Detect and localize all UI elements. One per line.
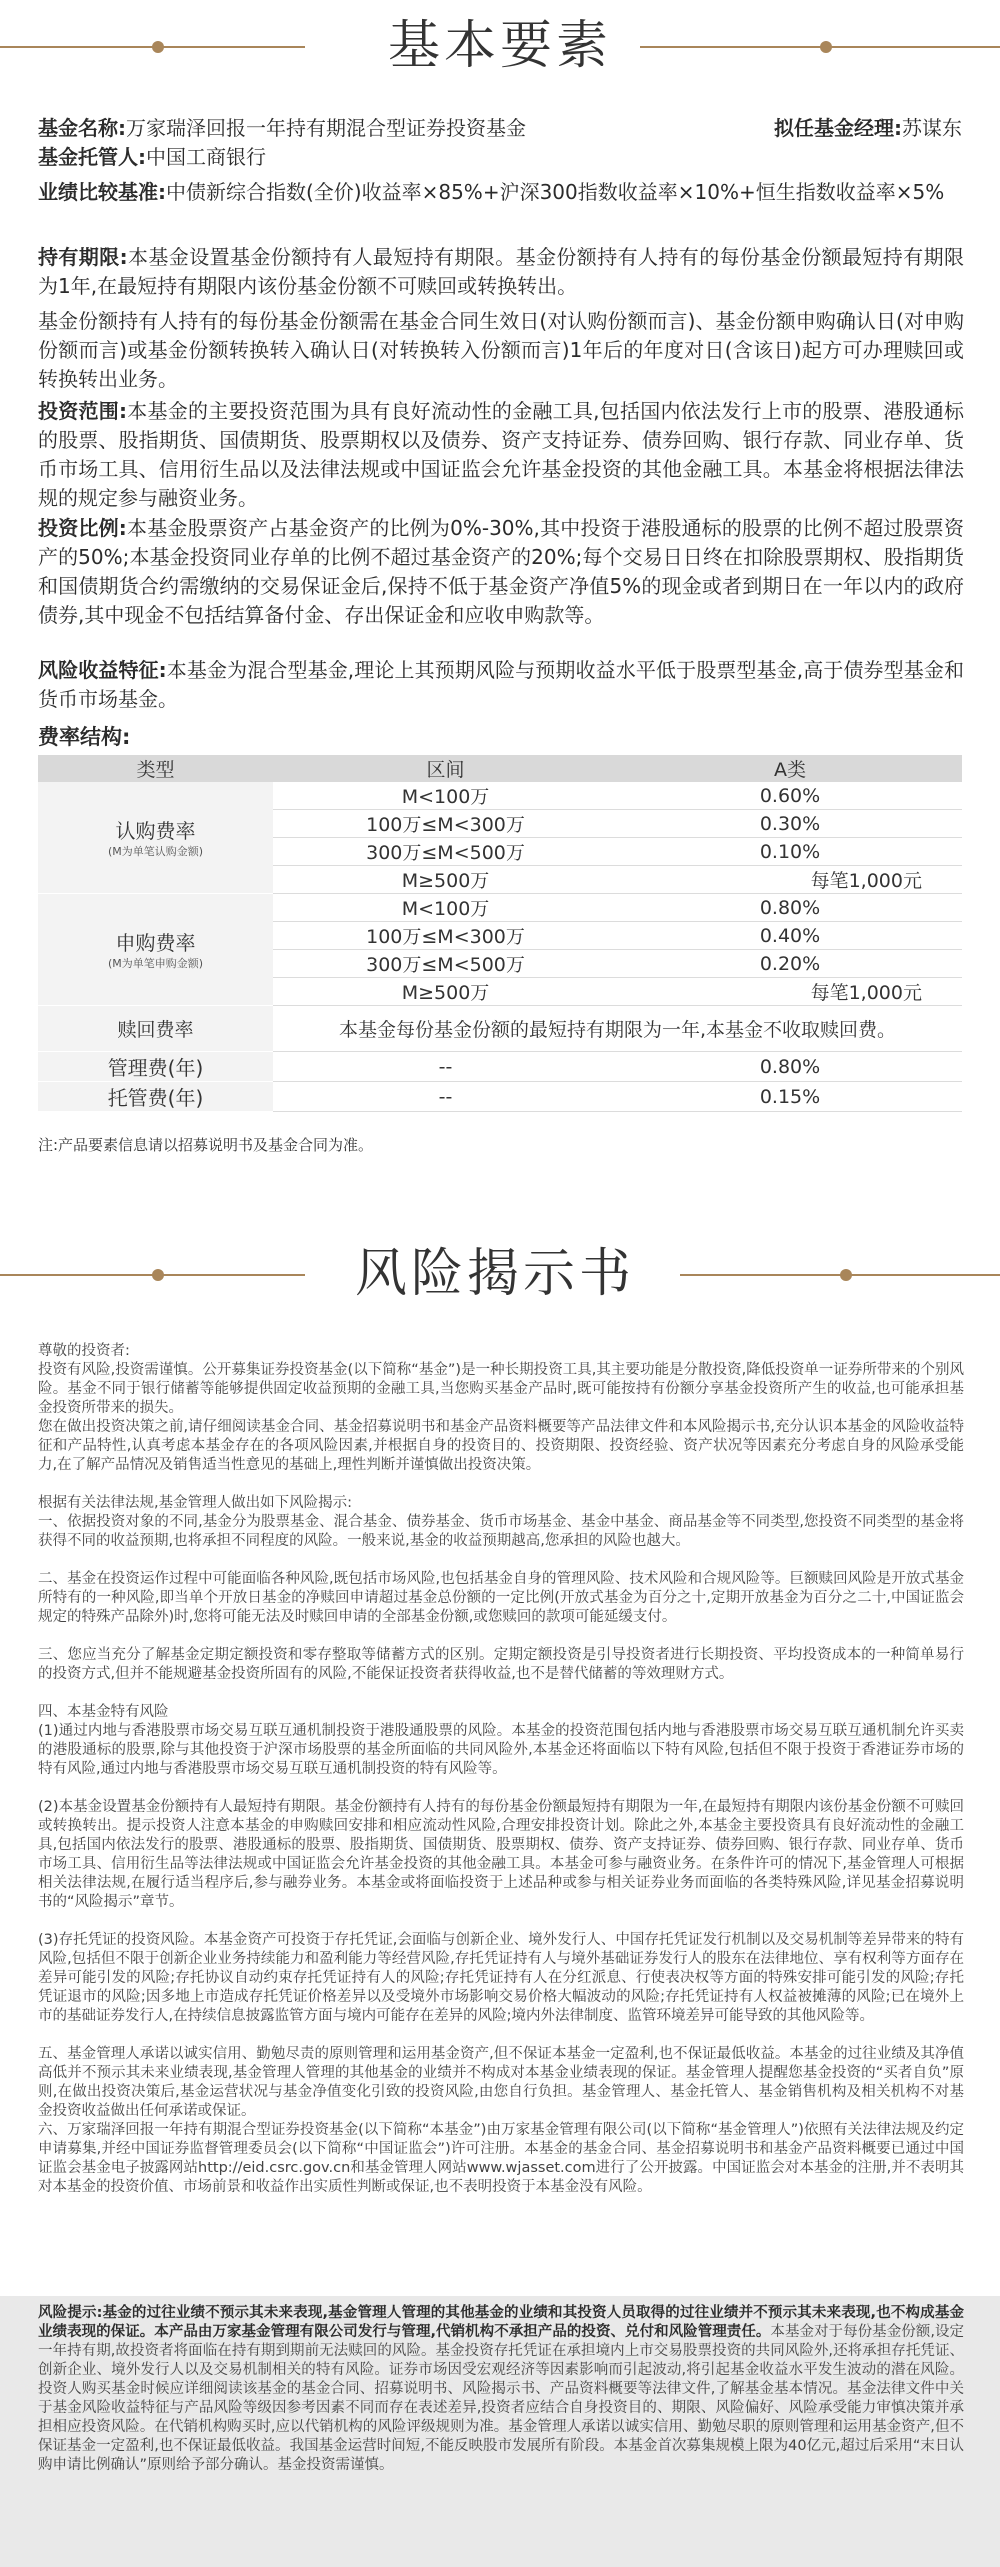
section-title-basic — [0, 6, 1000, 86]
purchase-rate: 每笔1,000元 — [618, 978, 962, 1006]
risk-p12: 五、基金管理人承诺以诚实信用、勤勉尽责的原则管理和运用基金资产,但不保证本基金一定盈利,也不保证最低收益。本基金的过往业绩及其净值高低并不预示其未来业绩表现,基金管理人管理的其他基金的业绩并不构成对本基金业绩表现的保证。基金管理人提醒您基金投资的“买者自负”原则,在做出投资决策后,基金运营状况与基金净值变化引致的投资风险,由您自行负担。基金管理人、基金托管人、基金销售机构及相关机构不对基金投资收益做出任何承诺或保证。 — [38, 2046, 964, 2119]
subscribe-sub: (M为单笔认购金额) — [107, 845, 204, 858]
subscribe-rate: 每笔1,000元 — [618, 866, 962, 894]
fee-note: 注:产品要素信息请以招募说明书及基金合同为准。 — [38, 1136, 374, 1154]
fund-name-value: 万家瑞泽回报一年持有期混合型证券投资基金 — [126, 116, 526, 140]
purchase-range: M<100万 — [273, 894, 618, 922]
mgmt-rate: 0.80% — [618, 1052, 962, 1082]
risk-p9: (1)通过内地与香港股票市场交易互联互通机制投资于港股通股票的风险。本基金的投资范围包括内地与香港股票市场交易互联互通机制允许买卖的港股通标的股票,除与其他投资于沪深市场股票的基金所面临的共同风险外,本基金还将面临以下特有风险,包括但不限于投资于香港证券市场的特有风险,通过内地与香港股票市场交易互联互通机制投资的特有风险等。 — [38, 1723, 964, 1777]
custody-range: -- — [273, 1082, 618, 1112]
subscribe-rate: 0.30% — [618, 810, 962, 838]
mgmt-row — [38, 1052, 962, 1082]
subscribe-row — [38, 782, 962, 810]
custodian-value: 中国工商银行 — [146, 145, 266, 169]
risk-p8: 四、本基金特有风险 — [38, 1704, 169, 1720]
scope-label: 投资范围: — [38, 399, 128, 423]
risk-feature-value: 本基金为混合型基金,理论上其预期风险与预期收益水平低于股票型基金,高于债券型基金和货币市场基金。 — [38, 658, 965, 711]
risk-p10: (2)本基金设置基金份额持有人最短持有期限。基金份额持有人持有的每份基金份额最短持有期限为一年,在最短持有期限内该份基金份额不可赎回或转换转出。提示投资人注意本基金的申购赎回安排和相应流动性风险,合理安排投资计划。除此之外,本基金主要投资具有良好流动性的金融工具,包括国内依法发行的股票、港股通标的股票、股指期货、国债期货、股票期权、债券、资产支持证券、债券回购、银行存款、同业存单、货币市场工具、信用衍生品等法律法规或中国证监会允许基金投资的其他金融工具。本基金可参与融资业务。在条件许可的情况下,基金管理人可根据相关法律法规,在履行适当程序后,参与融券业务。本基金或将面临投资于上述品种或参与相关证券业务而面临的各类特殊风险,详见基金招募说明书的“风险揭示”章节。 — [38, 1799, 964, 1910]
bottom-risk-bold: 风险提示:基金的过往业绩不预示其未来表现,基金管理人管理的其他基金的业绩和其投资人员取得的过往业绩并不预示其未来表现,也不构成基金业绩表现的保证。本产品由万家基金管理有限公司发行与管理,代销机构不承担产品的投资、兑付和风险管理责任。 — [38, 2305, 964, 2340]
mgmt-range: -- — [273, 1052, 618, 1082]
purchase-sub: (M为单笔申购金额) — [107, 957, 204, 970]
benchmark-paragraph — [38, 178, 964, 207]
risk-p3: 您在做出投资决策之前,请仔细阅读基金合同、基金招募说明书和基金产品资料概要等产品法律文件和本风险揭示书,充分认识本基金的风险收益特征和产品特性,认真考虑本基金存在的各项风险因素,并根据自身的投资目的、投资期限、投资经验、资产状况等因素充分考虑自身的风险承受能力,在了解产品情况及销售适当性意见的基础上,理性判断并谨慎做出投资决策。 — [38, 1419, 964, 1473]
purchase-rate: 0.40% — [618, 922, 962, 950]
fee-title: 费率结构: — [38, 725, 131, 749]
redeem-row — [38, 1006, 962, 1052]
risk-p7: 三、您应当充分了解基金定期定额投资和零存整取等储蓄方式的区别。定期定额投资是引导投资者进行长期投资、平均投资成本的一种简单易行的投资方式,但并不能规避基金投资所固有的风险,不能保证投资者获得收益,也不是替代储蓄的等效理财方式。 — [38, 1647, 964, 1682]
purchase-range: M≥500万 — [273, 978, 618, 1006]
risk-p1: 尊敬的投资者: — [38, 1343, 130, 1359]
purchase-label: 申购费率 — [115, 931, 196, 955]
purchase-row — [38, 894, 962, 922]
fee-header-class-a: A类 — [618, 755, 962, 782]
risk-feature-label: 风险收益特征: — [38, 658, 167, 682]
risk-p2: 投资有风险,投资需谨慎。公开募集证券投资基金(以下简称“基金”)是一种长期投资工具,其主要功能是分散投资,降低投资单一证券所带来的个别风险。基金不同于银行储蓄等能够提供固定收益预期的金融工具,当您购买基金产品时,既可能按持有份额分享基金投资所产生的收益,也可能承担基金投资所带来的损失。 — [38, 1362, 964, 1416]
custodian-label: 基金托管人: — [38, 145, 146, 169]
risk-p4: 根据有关法律法规,基金管理人做出如下风险揭示: — [38, 1495, 352, 1511]
purchase-rate: 0.20% — [618, 950, 962, 978]
custody-rate: 0.15% — [618, 1082, 962, 1112]
subscribe-range: M<100万 — [273, 782, 618, 810]
risk-p5: 一、依据投资对象的不同,基金分为股票基金、混合基金、债券基金、货币市场基金、基金中基金、商品基金等不同类型,您投资不同类型的基金将获得不同的收益预期,也将承担不同程度的风险。一般来说,基金的收益预期越高,您承担的风险也越大。 — [38, 1514, 964, 1549]
risk-p13: 六、万家瑞泽回报一年持有期混合型证券投资基金(以下简称“本基金”)由万家基金管理有限公司(以下简称“基金管理人”)依照有关法律法规及约定申请募集,并经中国证券监督管理委员会(以下简称“中国证监会”)许可注册。本基金的基金合同、基金招募说明书和基金产品资料概要已通过中国证监会基金电子披露网站http://eid.csrc.gov.cn和基金管理人网站www.wjasset.com进行了公开披露。中国证监会对本基金的注册,并不表明其对本基金的投资价值、市场前景和收益作出实质性判断或保证,也不表明投资于本基金没有风险。 — [38, 2122, 964, 2195]
holding-paragraph-2: 基金份额持有人持有的每份基金份额需在基金合同生效日(对认购份额而言)、基金份额申购确认日(对申购份额而言)或基金份额转换转入确认日(对转换转入份额而言)1年后的年度对日(含该日)起方可办理赎回或转换转出业务。 — [38, 309, 964, 391]
redeem-label: 赎回费率 — [38, 1006, 273, 1052]
mgmt-label: 管理费(年) — [38, 1052, 273, 1082]
custodian-row — [38, 143, 962, 172]
benchmark-value: 中债新综合指数(全价)收益率×85%+沪深300指数收益率×10%+恒生指数收益率×5% — [166, 180, 945, 204]
holding-value: 本基金设置基金份额持有人最短持有期限。基金份额持有人持有的每份基金份额最短持有期限为1年,在最短持有期限内该份基金份额不可赎回或转换转出。 — [38, 245, 965, 298]
section-title-text: 风险揭示书 — [355, 1244, 636, 1304]
ratio-label: 投资比例: — [38, 516, 127, 540]
scope-value: 本基金的主要投资范围为具有良好流动性的金融工具,包括国内依法发行上市的股票、港股通标的股票、股指期货、国债期货、股票期权以及债券、资产支持证券、债券回购、银行存款、同业存单、货币市场工具、信用衍生品以及法律法规或中国证监会允许基金投资的其他金融工具。本基金将根据法律法规的规定参与融资业务。 — [38, 399, 965, 510]
subscribe-type-cell — [38, 782, 273, 894]
title-dot-left — [152, 1269, 164, 1281]
title-dot-left — [152, 41, 164, 53]
section-title-risk — [0, 1234, 1000, 1314]
ratio-paragraph — [38, 514, 964, 630]
purchase-range: 100万≤M<300万 — [273, 922, 618, 950]
scope-paragraph — [38, 397, 964, 513]
risk-feature-paragraph — [38, 656, 964, 714]
benchmark-label: 业绩比较基准: — [38, 180, 166, 204]
fee-table — [38, 755, 962, 1112]
fee-header-range: 区间 — [273, 755, 618, 782]
fund-name-label: 基金名称: — [38, 116, 126, 140]
redeem-text: 本基金每份基金份额的最短持有期限为一年,本基金不收取赎回费。 — [273, 1006, 962, 1052]
fee-header-type: 类型 — [38, 755, 273, 782]
holding-paragraph — [38, 243, 964, 301]
manager-label: 拟任基金经理: — [774, 116, 902, 140]
custody-row — [38, 1082, 962, 1112]
risk-p6: 二、基金在投资运作过程中可能面临各种风险,既包括市场风险,也包括基金自身的管理风险、技术风险和合规风险等。巨额赎回风险是开放式基金所特有的一种风险,即当单个开放日基金的净赎回申请超过基金总份额的一定比例(开放式基金为百分之十,定期开放基金为百分之二十,中国证监会规定的特殊产品除外)时,您将可能无法及时赎回申请的全部基金份额,或您赎回的款项可能延缓支付。 — [38, 1571, 964, 1625]
subscribe-range: 300万≤M<500万 — [273, 838, 618, 866]
holding-label: 持有期限: — [38, 245, 128, 269]
risk-p11: (3)存托凭证的投资风险。本基金资产可投资于存托凭证,会面临与创新企业、境外发行人、中国存托凭证发行机制以及交易机制等差异带来的特有风险,包括但不限于创新企业业务持续能力和盈利能力等经营风险,存托凭证持有人与境外基础证券发行人的股东在法律地位、享有权利等方面存在差异可能引发的风险;存托协议自动约束存托凭证持有人的风险;存托凭证持有人在分红派息、行使表决权等方面的特殊安排可能引发的风险;存托凭证退市的风险;因多地上市造成存托凭证价格差异以及受境外市场影响交易价格大幅波动的风险;存托凭证持有人权益被摊薄的风险;已在境外上市的基础证券发行人,在持续信息披露监管方面与境内可能存在差异的风险;境内外法律制度、监管环境差异可能导致的其他风险等。 — [38, 1932, 964, 2024]
subscribe-range: 100万≤M<300万 — [273, 810, 618, 838]
fund-name-row — [38, 114, 962, 143]
subscribe-rate: 0.60% — [618, 782, 962, 810]
ratio-value: 本基金股票资产占基金资产的比例为0%-30%,其中投资于港股通标的股票的比例不超过股票资产的50%;本基金投资同业存单的比例不超过基金资产的20%;每个交易日日终在扣除股票期权、股指期货和国债期货合约需缴纳的交易保证金后,保持不低于基金资产净值5%的现金或者到期日在一年以内的政府债券,其中现金不包括结算备付金、存出保证金和应收申购款等。 — [38, 516, 965, 627]
bottom-risk-rest: 本基金对于每份基金份额,设定一年持有期,故投资者将面临在持有期到期前无法赎回的风险。基金投资存托凭证在承担境内上市交易股票投资的共同风险外,还将承担存托凭证、创新企业、境外发行人以及交易机制相关的特有风险。证券市场因受宏观经济等因素影响而引起波动,将引起基金收益水平发生波动的潜在风险。投资人购买基金时候应详细阅读该基金的基金合同、招募说明书、风险揭示书、产品资料概要等法律文件,了解基金基本情况。基金法律文件中关于基金风险收益特征与产品风险等级因参考因素不同而存在表述差异,投资者应结合自身投资目的、期限、风险偏好、风险承受能力审慎决策并承担相应投资风险。在代销机构购买时,应以代销机构的风险评级规则为准。基金管理人承诺以诚实信用、勤勉尽职的原则管理和运用基金资产,但不保证基金一定盈利,也不保证最低收益。我国基金运营时间短,不能反映股市发展所有阶段。本基金首次募集规模上限为40亿元,超过后采用“末日认购申请比例确认”原则给予部分确认。基金投资需谨慎。 — [38, 2324, 964, 2473]
purchase-rate: 0.80% — [618, 894, 962, 922]
subscribe-label: 认购费率 — [115, 819, 196, 843]
title-dot-right — [820, 41, 832, 53]
custody-label: 托管费(年) — [38, 1082, 273, 1112]
purchase-range: 300万≤M<500万 — [273, 950, 618, 978]
purchase-type-cell — [38, 894, 273, 1006]
subscribe-range: M≥500万 — [273, 866, 618, 894]
fee-header-row — [38, 755, 962, 782]
bottom-risk-text — [38, 2304, 964, 2475]
manager-value: 苏谋东 — [902, 116, 962, 140]
subscribe-rate: 0.10% — [618, 838, 962, 866]
title-dot-right — [840, 1269, 852, 1281]
section-title-text: 基本要素 — [387, 16, 612, 76]
